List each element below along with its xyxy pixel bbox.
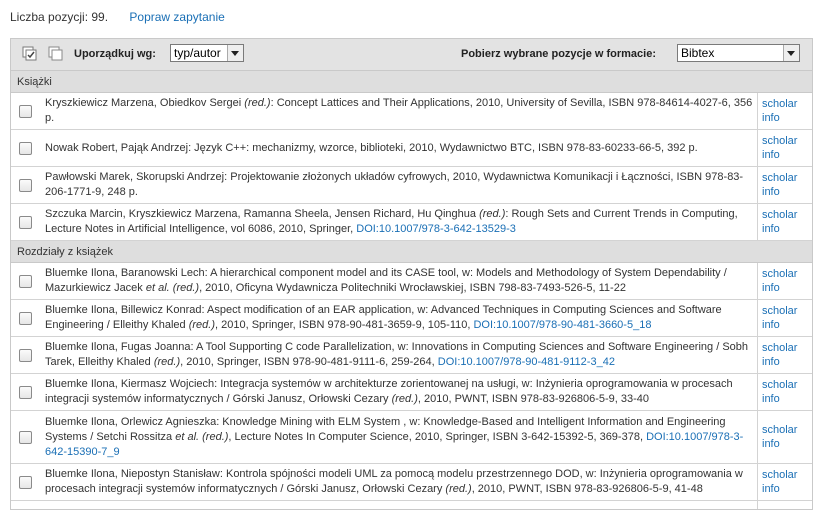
citation-text <box>45 170 753 200</box>
citation-part: (red.) <box>244 97 271 109</box>
citation-part: Kryszkiewicz Marzena, Obiedkov Sergei <box>45 97 245 109</box>
publication-row <box>11 263 812 300</box>
scholar-link[interactable]: scholar <box>762 379 798 391</box>
citation-text <box>45 377 753 407</box>
citation-part: Bluemke Ilona, Kiermasz Wojciech: Integracja systemów w architekturze zorientowanej na usługi, w: Inżynieria oprogramowania w procesach integracji systemów informatycznych / Górski Janusz, Orłowski Cezary <box>45 378 733 405</box>
scholar-link[interactable]: scholar <box>762 268 798 280</box>
citation <box>39 337 757 373</box>
citation-text <box>45 266 753 296</box>
deselect-all-icon[interactable] <box>48 46 64 62</box>
links-cell <box>757 374 812 410</box>
publication-row <box>11 204 812 241</box>
citation-part: Szczuka Marcin, Kryszkiewicz Marzena, Ramanna Sheela, Jensen Richard, Hu Qinghua <box>45 208 480 220</box>
citation <box>39 167 757 203</box>
select-checkbox[interactable] <box>19 312 32 325</box>
chevron-down-icon[interactable] <box>227 45 243 61</box>
scholar-link[interactable]: scholar <box>762 172 798 184</box>
citation-part: Bluemke Ilona, Orlewicz Agnieszka: Knowledge Mining with ELM System , w: Knowledge-Based and Intelligent Information and Engineering Systems / Setchi Rossitza <box>45 415 726 443</box>
info-link[interactable]: info <box>762 319 780 331</box>
citation-part: (red.) <box>153 356 181 368</box>
citation-text <box>45 96 753 126</box>
citation <box>39 204 757 240</box>
links-cell <box>757 263 812 299</box>
select-cell <box>11 464 39 500</box>
citation <box>39 93 757 129</box>
scholar-link[interactable]: scholar <box>762 342 798 354</box>
citation-text <box>45 467 753 497</box>
info-link[interactable]: info <box>762 356 780 368</box>
citation-part: , 2010, Springer, ISBN 978-90-481-9111-6, 259-264, <box>180 356 438 368</box>
links-cell <box>757 167 812 203</box>
citation-text <box>45 303 753 333</box>
links-cell <box>757 130 812 166</box>
publication-row <box>11 130 812 167</box>
scholar-link[interactable]: scholar <box>762 305 798 317</box>
info-link[interactable]: info <box>762 483 780 495</box>
export-format-value: Bibtex <box>681 46 715 60</box>
citation-part: (red.) <box>188 319 215 331</box>
select-checkbox[interactable] <box>19 386 32 399</box>
doi-link[interactable]: DOI:10.1007/978-3-642-13529-3 <box>356 223 516 235</box>
doi-link[interactable]: DOI:10.1007/978-90-481-3660-5_18 <box>473 319 652 331</box>
citation-part: , 2010, Springer, ISBN 978-90-481-3659-9, 105-110, <box>215 319 474 331</box>
citation-part: et al. <box>175 430 200 443</box>
citation-part: , 2010, Oficyna Wydawnicza Politechniki Wrocławskiej, ISBN 798-83-7493-526-5, 11-22 <box>199 282 626 294</box>
citation-text <box>45 207 753 237</box>
citation-part: (red.) <box>445 483 472 495</box>
results-header <box>10 10 225 24</box>
export-format-label: Pobierz wybrane pozycje w formacie: <box>461 48 657 60</box>
select-checkbox[interactable] <box>19 105 32 118</box>
links-cell <box>757 93 812 129</box>
scholar-link[interactable]: scholar <box>762 98 798 110</box>
links-cell <box>757 464 812 500</box>
select-checkbox[interactable] <box>19 476 32 489</box>
publication-row <box>11 374 812 411</box>
citation-part: , 2010, PWNT, ISBN 978-83-926806-5-9, 33-40 <box>417 393 650 405</box>
citation <box>39 130 757 166</box>
citation-part: : Rough Sets and Current Trends in Computing, Lecture Notes in Artificial Intelligence, vol 6086, 2010, Springer, <box>45 208 738 235</box>
links-cell <box>757 411 812 463</box>
citation-part: Bluemke Ilona, Billewicz Konrad: Aspect modification of an EAR application, w: Advanced Techniques in Computing Sciences and Software Engineering / Elleithy Khaled <box>45 304 722 331</box>
select-checkbox[interactable] <box>19 349 32 362</box>
publication-row <box>11 411 812 464</box>
citation-text <box>45 340 753 370</box>
export-format-select[interactable] <box>677 44 800 62</box>
select-cell <box>11 130 39 166</box>
publication-row <box>11 167 812 204</box>
result-count: Liczba pozycji: 99. <box>10 10 109 24</box>
citation-part: Pawłowski Marek, Skorupski Andrzej: Projektowanie złożonych układów cyfrowych, 2010, Wydawnictwa Komunikacji i Łączności, ISBN 978-83-206-1771-9, 248 p. <box>45 171 744 198</box>
citation <box>39 263 757 299</box>
citation-part: Bluemke Ilona, Niepostyn Stanisław: Kontrola spójności modeli UML za pomocą modelu przestrzennego DOD, w: Inżynieria oprogramowania w procesach integracji systemów informatycznych / Górski Janusz, Orłowski Cezary <box>45 468 743 495</box>
publication-list <box>11 71 812 510</box>
select-checkbox[interactable] <box>19 431 32 444</box>
select-checkbox[interactable] <box>19 216 32 229</box>
citation-part: , Lecture Notes In Computer Science, 2010, Springer, ISBN 3-642-15392-5, 369-378, <box>228 430 647 443</box>
publication-row <box>11 337 812 374</box>
section-header: Książki <box>11 71 812 93</box>
scholar-link[interactable]: scholar <box>762 209 798 221</box>
select-checkbox[interactable] <box>19 179 32 192</box>
info-link[interactable]: info <box>762 438 780 450</box>
info-link[interactable]: info <box>762 112 780 124</box>
citation-part: (red.) <box>172 282 200 294</box>
citation <box>39 411 757 463</box>
select-cell <box>11 337 39 373</box>
section-header: Rozdziały z książek <box>11 241 812 263</box>
select-checkbox[interactable] <box>19 142 32 155</box>
citation-part: et al. <box>145 282 170 294</box>
scholar-link[interactable]: scholar <box>762 135 798 147</box>
citation <box>39 300 757 336</box>
links-cell <box>757 300 812 336</box>
publication-row <box>11 93 812 130</box>
citation-text <box>45 141 698 156</box>
citation-part: Nowak Robert, Pająk Andrzej: Język C++: mechanizmy, wzorce, biblioteki, 2010, Wydawnictwo BTC, ISBN 978-83-60233-66-5, 392 p. <box>45 141 698 154</box>
scholar-link[interactable]: scholar <box>762 469 798 481</box>
links-cell <box>757 204 812 240</box>
info-link[interactable]: info <box>762 223 780 235</box>
info-link[interactable]: info <box>762 186 780 198</box>
select-checkbox[interactable] <box>19 275 32 288</box>
select-all-icon[interactable] <box>22 46 38 62</box>
scholar-link[interactable]: scholar <box>762 424 798 436</box>
select-cell <box>11 300 39 336</box>
citation-part: Bluemke Ilona, Fugas Joanna: A Tool Supporting C code Parallelization, w: Innovations in Computing Sciences and Software Engineering / Sobh Tarek, Elleithy Khaled <box>45 341 749 368</box>
select-cell <box>11 93 39 129</box>
doi-link[interactable]: DOI:10.1007/978-3-642-15390-7_9 <box>45 430 744 458</box>
publication-row <box>11 464 812 501</box>
select-cell <box>11 167 39 203</box>
info-link[interactable]: info <box>762 149 780 161</box>
select-cell <box>11 263 39 299</box>
citation-text <box>45 415 753 460</box>
select-cell <box>11 374 39 410</box>
sort-label: Uporządkuj wg: <box>74 48 156 60</box>
citation-part: (red.) <box>391 393 418 405</box>
citation-part: : Concept Lattices and Their Applications, 2010, University of Sevilla, ISBN 978-84614-4027-6, 356 p. <box>45 97 753 124</box>
toolbar <box>11 39 812 71</box>
select-cell <box>11 411 39 463</box>
citation <box>39 374 757 410</box>
info-link[interactable]: info <box>762 393 780 405</box>
sort-select-value: typ/autor <box>174 46 221 60</box>
doi-link[interactable]: DOI:10.1007/978-90-481-9112-3_42 <box>437 356 615 368</box>
citation-part: Bluemke Ilona, Baranowski Lech: A hierarchical component model and its CASE tool, w: Models and Methodology of System Dependability / Mazurkiewicz Jacek <box>45 267 727 294</box>
refine-query-link[interactable]: Popraw zapytanie <box>129 10 225 24</box>
sort-select[interactable] <box>170 44 244 62</box>
info-link[interactable]: info <box>762 282 780 294</box>
chevron-down-icon[interactable] <box>783 45 799 61</box>
links-cell <box>757 337 812 373</box>
citation-part: (red.) <box>202 430 229 443</box>
results-panel <box>10 38 813 510</box>
citation <box>39 464 757 500</box>
select-cell <box>11 204 39 240</box>
publication-row <box>11 300 812 337</box>
citation-part: (red.) <box>479 208 506 220</box>
citation-part: , 2010, PWNT, ISBN 978-83-926806-5-9, 41-48 <box>471 483 703 495</box>
